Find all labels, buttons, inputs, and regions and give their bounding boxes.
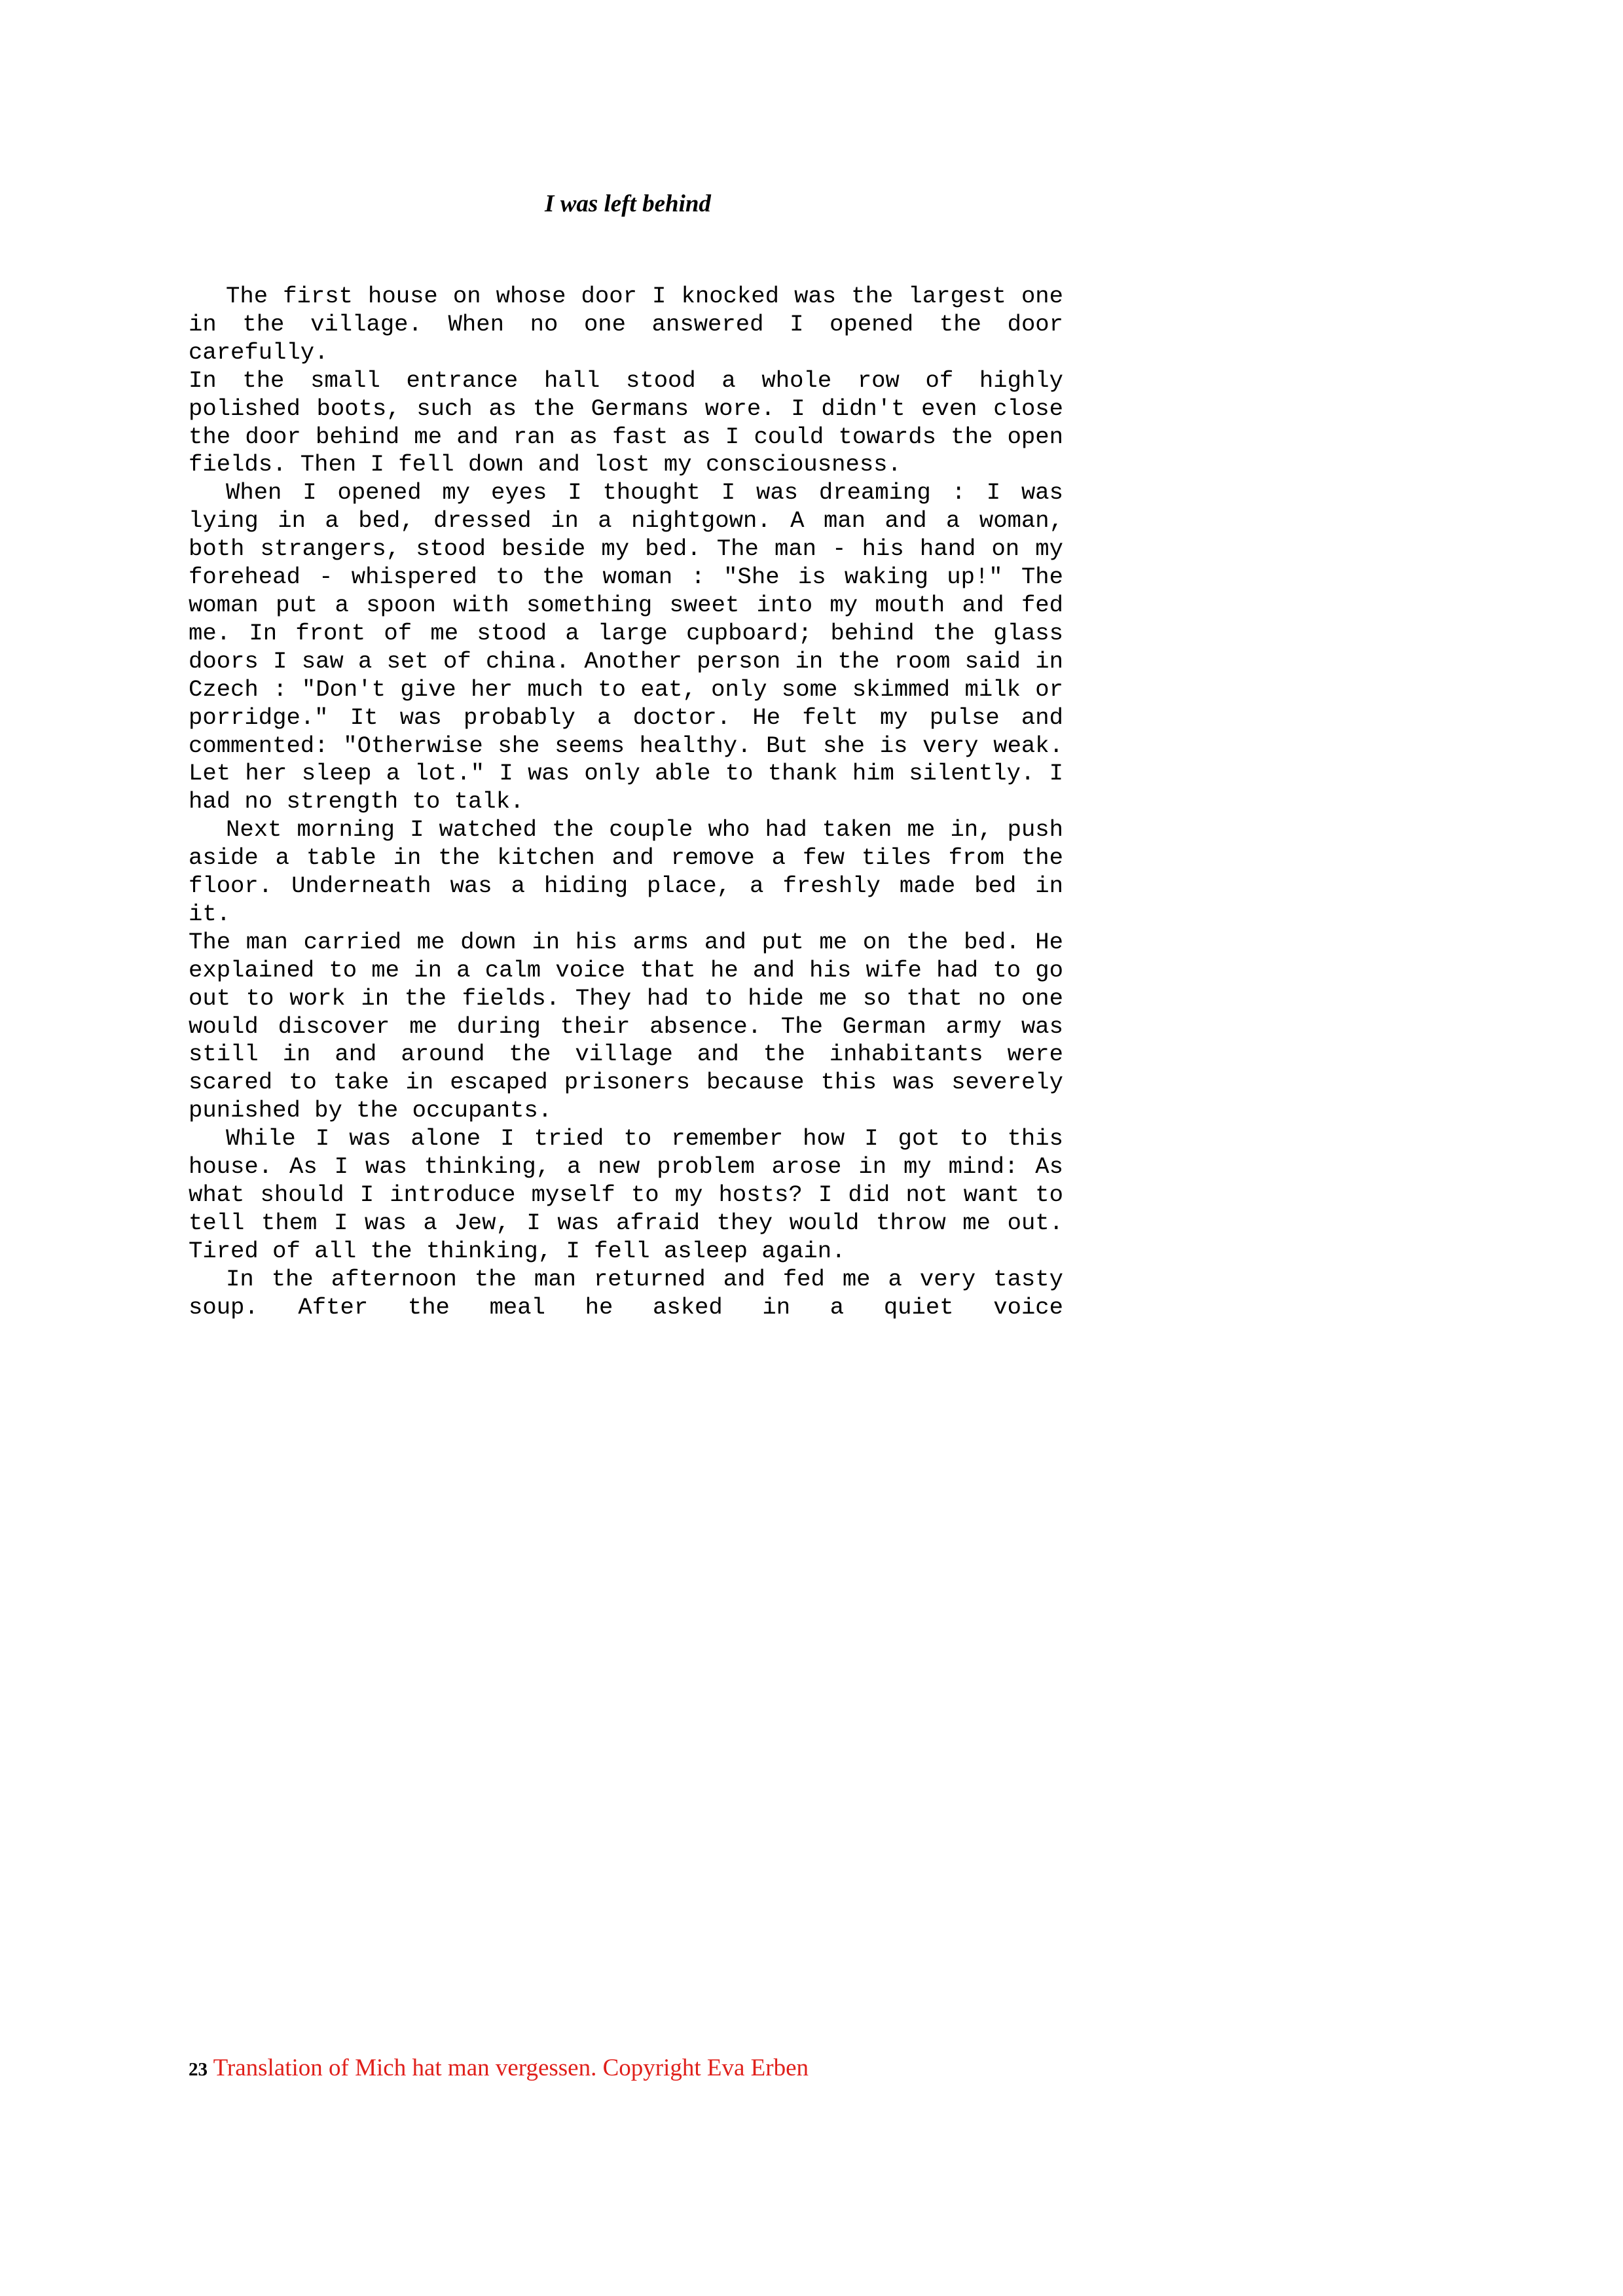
paragraph: Next morning I watched the couple who had taken me in, push aside a table in the kitchen and remove a few tiles from the floor. Underneath was a hiding place, a freshly made bed in it.	[189, 816, 1063, 927]
paragraph: While I was alone I tried to remember how I got to this house. As I was thinking, a new problem arose in my mind: As what should I introduce myself to my hosts? I did not want to tell them I was a Jew, I was afraid they would throw me out. Tired of all the thinking, I fell asleep again.	[189, 1125, 1063, 1265]
paragraph: In the afternoon the man returned and fed me a very tasty soup. After the meal he asked in a quiet voice	[189, 1265, 1063, 1321]
chapter-title: I was left behind	[545, 190, 711, 217]
copyright-notice: Translation of Mich hat man vergessen. Copyright Eva Erben	[213, 2054, 809, 2081]
page-footer	[189, 2054, 809, 2084]
paragraph: When I opened my eyes I thought I was dreaming : I was lying in a bed, dressed in a nightgown. A man and a woman, both strangers, stood beside my bed. The man - his hand on my forehead - whispered to the woman : "She is waking up!" The woman put a spoon with something sweet into my mouth and fed me. In front of me stood a large cupboard; behind the glass doors I saw a set of china. Another person in the room said in Czech : "Don't give her much to eat, only some skimmed milk or porridge." It was probably a doctor. He felt my pulse and commented: "Otherwise she seems healthy. But she is very weak. Let her sleep a lot." I was only able to thank him silently. I had no strength to talk.	[189, 479, 1063, 816]
page-number: 23	[189, 2059, 208, 2080]
body-text	[189, 283, 1063, 1322]
paragraph: The man carried me down in his arms and put me on the bed. He explained to me in a calm voice that he and his wife had to go out to work in the fields. They had to hide me so that no one would discover me during their absence. The German army was still in and around the village and the inhabitants were scared to take in escaped prisoners because this was severely punished by the occupants.	[189, 928, 1063, 1124]
paragraph: The first house on whose door I knocked was the largest one in the village. When no one answered I opened the door carefully.	[189, 283, 1063, 366]
paragraph: In the small entrance hall stood a whole row of highly polished boots, such as the Germans wore. I didn't even close the door behind me and ran as fast as I could towards the open fields. Then I fell down and lost my consciousness.	[189, 367, 1063, 478]
